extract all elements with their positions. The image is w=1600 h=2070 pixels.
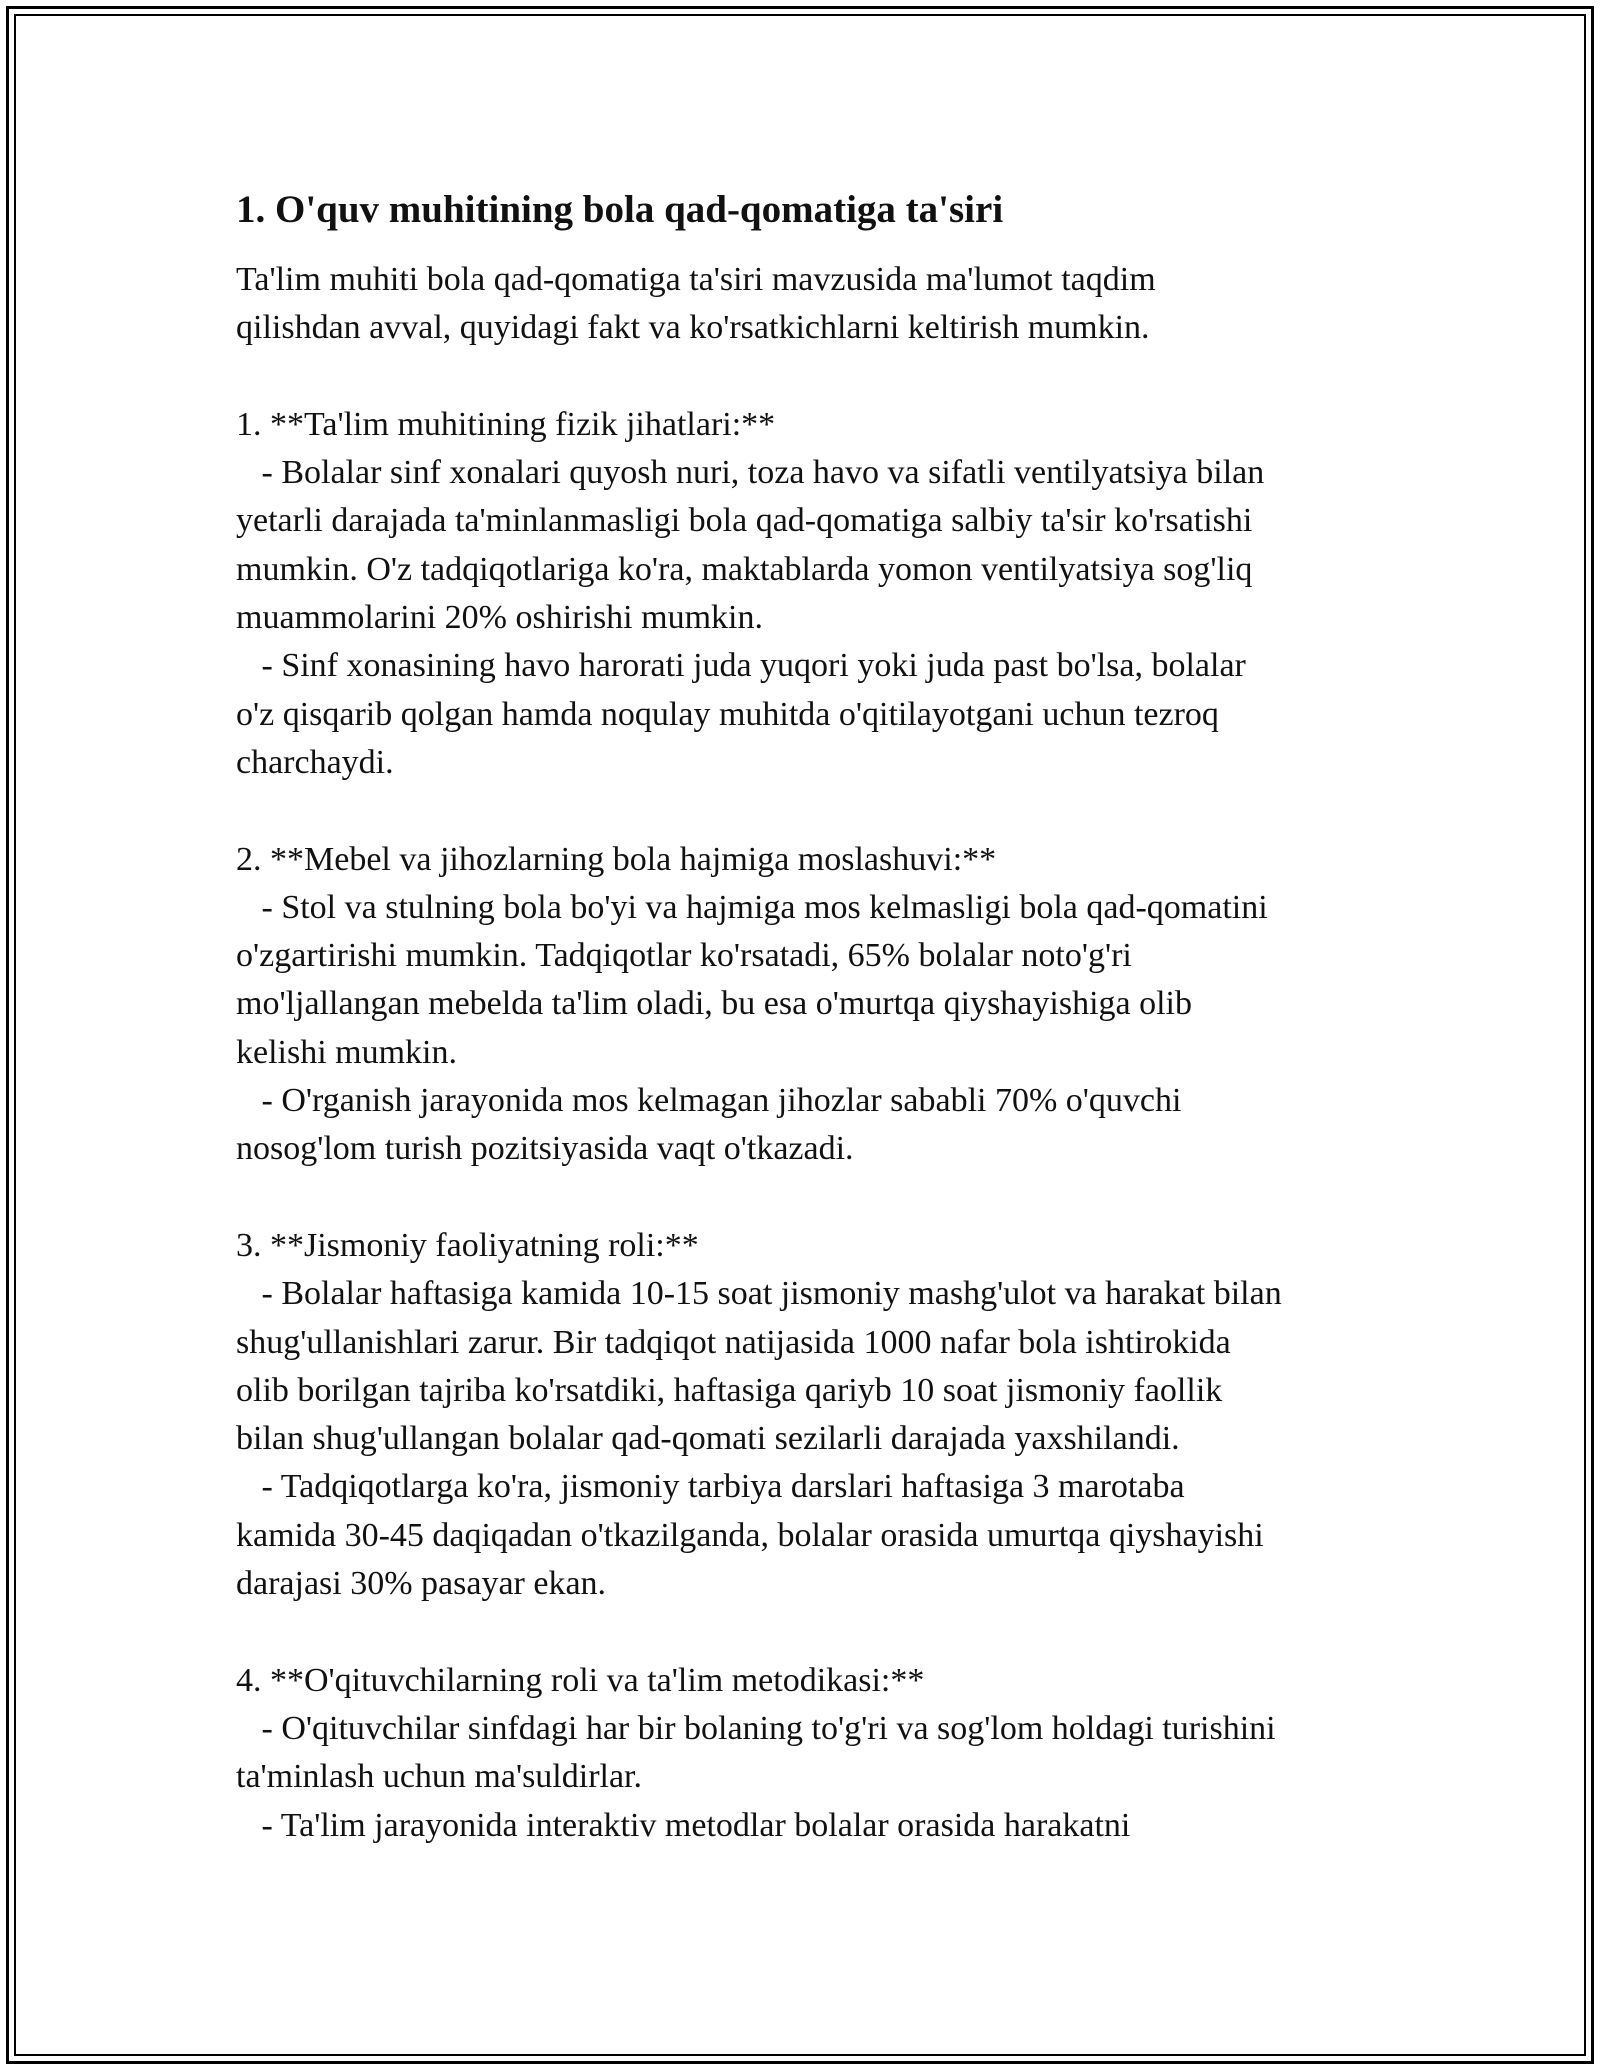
text-line: kelishi mumkin. — [236, 1033, 457, 1071]
text-line: yetarli darajada ta'minlanmasligi bola qad-qomatiga salbiy ta'sir ko'rsatishi — [236, 502, 1253, 540]
document-title: 1. O'quv muhitining bola qad-qomatiga ta'siri — [236, 188, 1004, 231]
text-line: charchaydi. — [236, 743, 394, 781]
text-line: - Bolalar haftasiga kamida 10-15 soat jismoniy mashg'ulot va harakat bilan — [236, 1275, 1282, 1313]
text-line: ta'minlash uchun ma'suldirlar. — [236, 1758, 643, 1796]
text-line: - Tadqiqotlarga ko'ra, jismoniy tarbiya darslari haftasiga 3 marotaba — [236, 1468, 1185, 1506]
text-line: - Bolalar sinf xonalari quyosh nuri, toza havo va sifatli ventilyatsiya bilan — [236, 454, 1265, 492]
text-line: 2. **Mebel va jihozlarning bola hajmiga moslashuvi:** — [236, 840, 997, 878]
text-line: Ta'lim muhiti bola qad-qomatiga ta'siri mavzusida ma'lumot taqdim — [236, 261, 1156, 298]
blank-line — [236, 353, 1396, 401]
text-line: muammolarini 20% oshirishi mumkin. — [236, 599, 763, 637]
blank-line — [236, 787, 1396, 835]
document-text — [236, 256, 1396, 1850]
text-line: mumkin. O'z tadqiqotlariga ko'ra, maktablarda yomon ventilyatsiya sog'liq — [236, 550, 1253, 588]
text-line: mo'ljallangan mebelda ta'lim oladi, bu esa o'murtqa qiyshayishiga olib — [236, 985, 1193, 1023]
blank-line — [236, 1174, 1396, 1222]
text-line: bilan shug'ullangan bolalar qad-qomati sezilarli darajada yaxshilandi. — [236, 1420, 1180, 1458]
text-line: - O'rganish jarayonida mos kelmagan jihozlar sababli 70% o'quvchi — [236, 1082, 1182, 1120]
text-line: kamida 30-45 daqiqadan o'tkazilganda, bolalar orasida umurtqa qiyshayishi — [236, 1516, 1264, 1554]
text-line: 3. **Jismoniy faoliyatning roli:** — [236, 1226, 699, 1264]
text-line: olib borilgan tajriba ko'rsatdiki, haftasiga qariyb 10 soat jismoniy faollik — [236, 1371, 1223, 1409]
text-line: 4. **O'qituvchilarning roli va ta'lim metodikasi:** — [236, 1661, 925, 1699]
text-line: - Ta'lim jarayonida interaktiv metodlar bolalar orasida harakatni — [236, 1806, 1131, 1844]
text-line: 1. **Ta'lim muhitining fizik jihatlari:** — [236, 405, 776, 443]
text-line: qilishdan avval, quyidagi fakt va ko'rsatkichlarni keltirish mumkin. — [236, 309, 1150, 347]
text-line: - Sinf xonasining havo harorati juda yuqori yoki juda past bo'lsa, bolalar — [236, 647, 1246, 685]
text-line: o'zgartirishi mumkin. Tadqiqotlar ko'rsatadi, 65% bolalar noto'g'ri — [236, 937, 1132, 975]
text-line: nosog'lom turish pozitsiyasida vaqt o'tkazadi. — [236, 1130, 854, 1168]
document-body — [236, 186, 1396, 1850]
text-line: - Stol va stulning bola bo'yi va hajmiga mos kelmasligi bola qad-qomatini — [236, 888, 1268, 926]
blank-line — [236, 1608, 1396, 1656]
text-line: - O'qituvchilar sinfdagi har bir bolaning to'g'ri va sog'lom holdagi turishini — [236, 1709, 1276, 1747]
text-line: shug'ullanishlari zarur. Bir tadqiqot natijasida 1000 nafar bola ishtirokida — [236, 1323, 1231, 1361]
text-line: darajasi 30% pasayar ekan. — [236, 1565, 607, 1603]
text-line: o'z qisqarib qolgan hamda noqulay muhitda o'qitilayotgani uchun tezroq — [236, 695, 1219, 733]
